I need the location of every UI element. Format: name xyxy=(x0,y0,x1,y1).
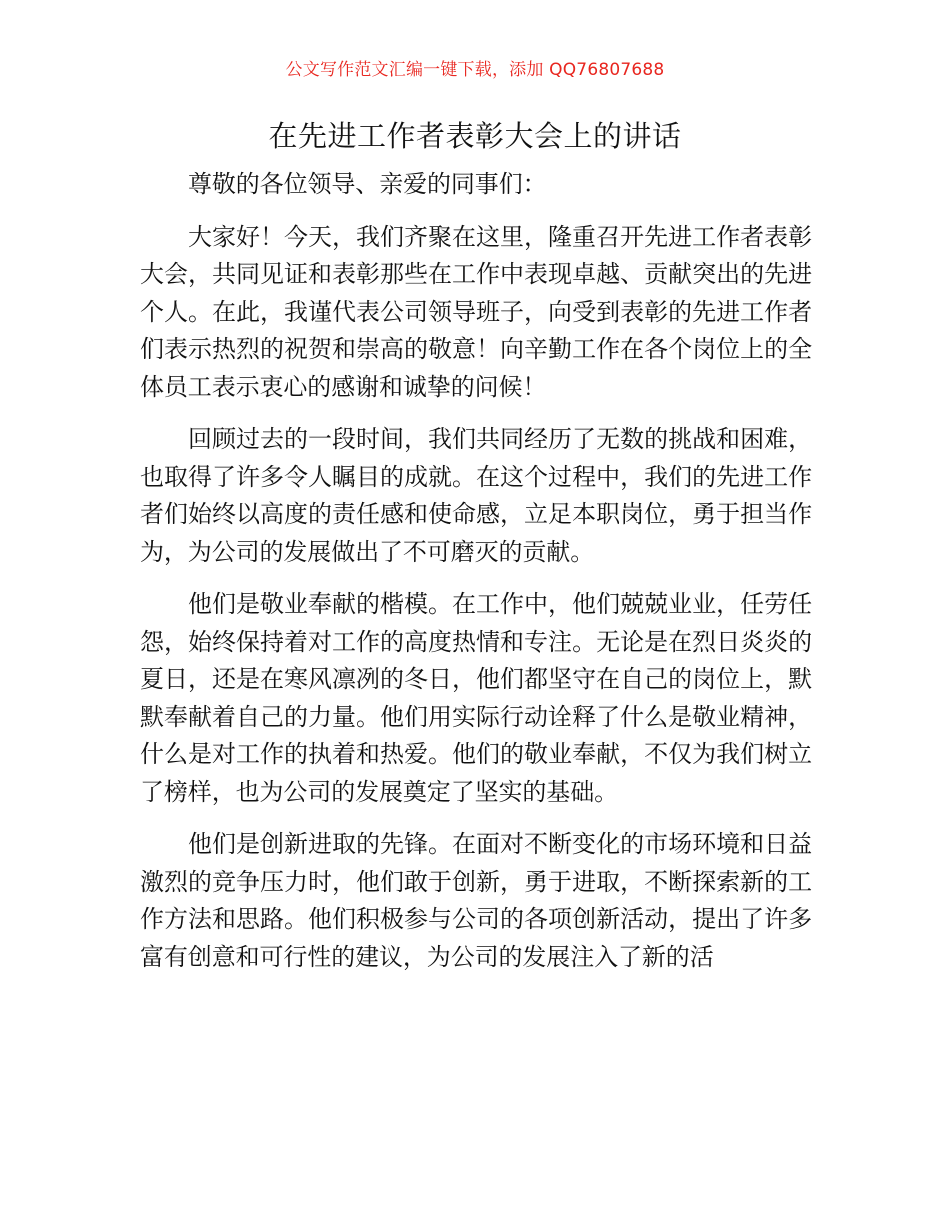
document-title: 在先进工作者表彰大会上的讲话 xyxy=(268,119,682,153)
paragraph-opening: 大家好！今天，我们齐聚在这里，隆重召开先进工作者表彰大会，共同见证和表彰那些在工作中表现卓越、贡献突出的先进个人。在此，我谨代表公司领导班子，向受到表彰的先进工作者们表示热烈的祝贺和崇高的敬意！向辛勤工作在各个岗位上的全体员工表示衷心的感谢和诚挚的问候！ xyxy=(140,222,812,401)
paragraph-dedication: 他们是敬业奉献的楷模。在工作中，他们兢兢业业，任劳任怨，始终保持着对工作的高度热情和专注。无论是在烈日炎炎的夏日，还是在寒风凛冽的冬日，他们都坚守在自己的岗位上，默默奉献着自己的力量。他们用实际行动诠释了什么是敬业精神，什么是对工作的执着和热爱。他们的敬业奉献，不仅为我们树立了榜样，也为公司的发展奠定了坚实的基础。 xyxy=(140,590,812,806)
paragraph-review: 回顾过去的一段时间，我们共同经历了无数的挑战和困难，也取得了许多令人瞩目的成就。在这个过程中，我们的先进工作者们始终以高度的责任感和使命感，立足本职岗位，勇于担当作为，为公司的发展做出了不可磨灭的贡献。 xyxy=(140,425,812,566)
paragraph-innovation: 他们是创新进取的先锋。在面对不断变化的市场环境和日益激烈的竞争压力时，他们敢于创新，勇于进取，不断探索新的工作方法和思路。他们积极参与公司的各项创新活动，提出了许多富有创意和可行性的建议，为公司的发展注入了新的活 xyxy=(140,830,812,971)
download-notice: 公文写作范文汇编一键下载，添加 QQ76807688 xyxy=(285,60,665,80)
salutation: 尊敬的各位领导、亲爱的同事们： xyxy=(188,170,547,198)
document-body xyxy=(140,166,812,991)
